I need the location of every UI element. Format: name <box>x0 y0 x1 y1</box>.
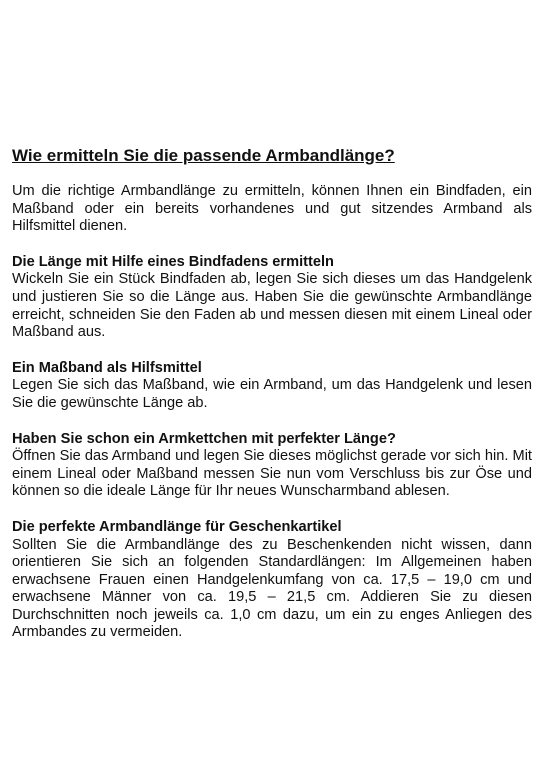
section-armkettchen <box>12 431 532 501</box>
section-heading: Ein Maßband als Hilfsmittel <box>12 359 202 376</box>
section-heading: Haben Sie schon ein Armkettchen mit perfekter Länge? <box>12 430 396 447</box>
section-body: Wickeln Sie ein Stück Bindfaden ab, legen Sie sich dieses um das Handgelenk und justieren Sie so die Länge aus. Haben Sie die gewünschte Armbandlänge erreicht, schneiden Sie den Faden ab und messen diesen mit einem Lineal oder Maßband aus. <box>12 271 532 341</box>
section-heading: Die Länge mit Hilfe eines Bindfadens ermitteln <box>12 253 334 270</box>
section-massband <box>12 360 532 413</box>
section-body: Öffnen Sie das Armband und legen Sie dieses möglichst gerade vor sich hin. Mit einem Lineal oder Maßband messen Sie nun vom Verschluss bis zur Öse und können so die ideale Länge für Ihr neues Wunscharmband ablesen. <box>12 448 532 500</box>
section-body: Legen Sie sich das Maßband, wie ein Armband, um das Handgelenk und lesen Sie die gewünschte Länge ab. <box>12 377 532 411</box>
section-geschenkartikel <box>12 519 532 642</box>
section-heading: Die perfekte Armbandlänge für Geschenkartikel <box>12 518 342 535</box>
page-title: Wie ermitteln Sie die passende Armbandlänge? <box>12 146 395 165</box>
section-body: Sollten Sie die Armbandlänge des zu Beschenkenden nicht wissen, dann orientieren Sie sich an folgenden Standardlängen: Im Allgemeinen haben erwachsene Frauen einen Handgelenkumfang von ca. 17,5 – 19,0 cm und erwachsene Männer von ca. 19,5 – 21,5 cm. Addieren Sie zu diesen Durchschnitten noch jeweils ca. 1,0 cm dazu, um ein zu enges Anliegen des Armbandes zu vermeiden. <box>12 536 532 641</box>
document-page <box>12 146 532 660</box>
intro-paragraph: Um die richtige Armbandlänge zu ermitteln, können Ihnen ein Bindfaden, ein Maßband oder ein bereits vorhandenes und gut sitzendes Armband als Hilfsmittel dienen. <box>12 183 532 235</box>
section-bindfaden <box>12 254 532 342</box>
